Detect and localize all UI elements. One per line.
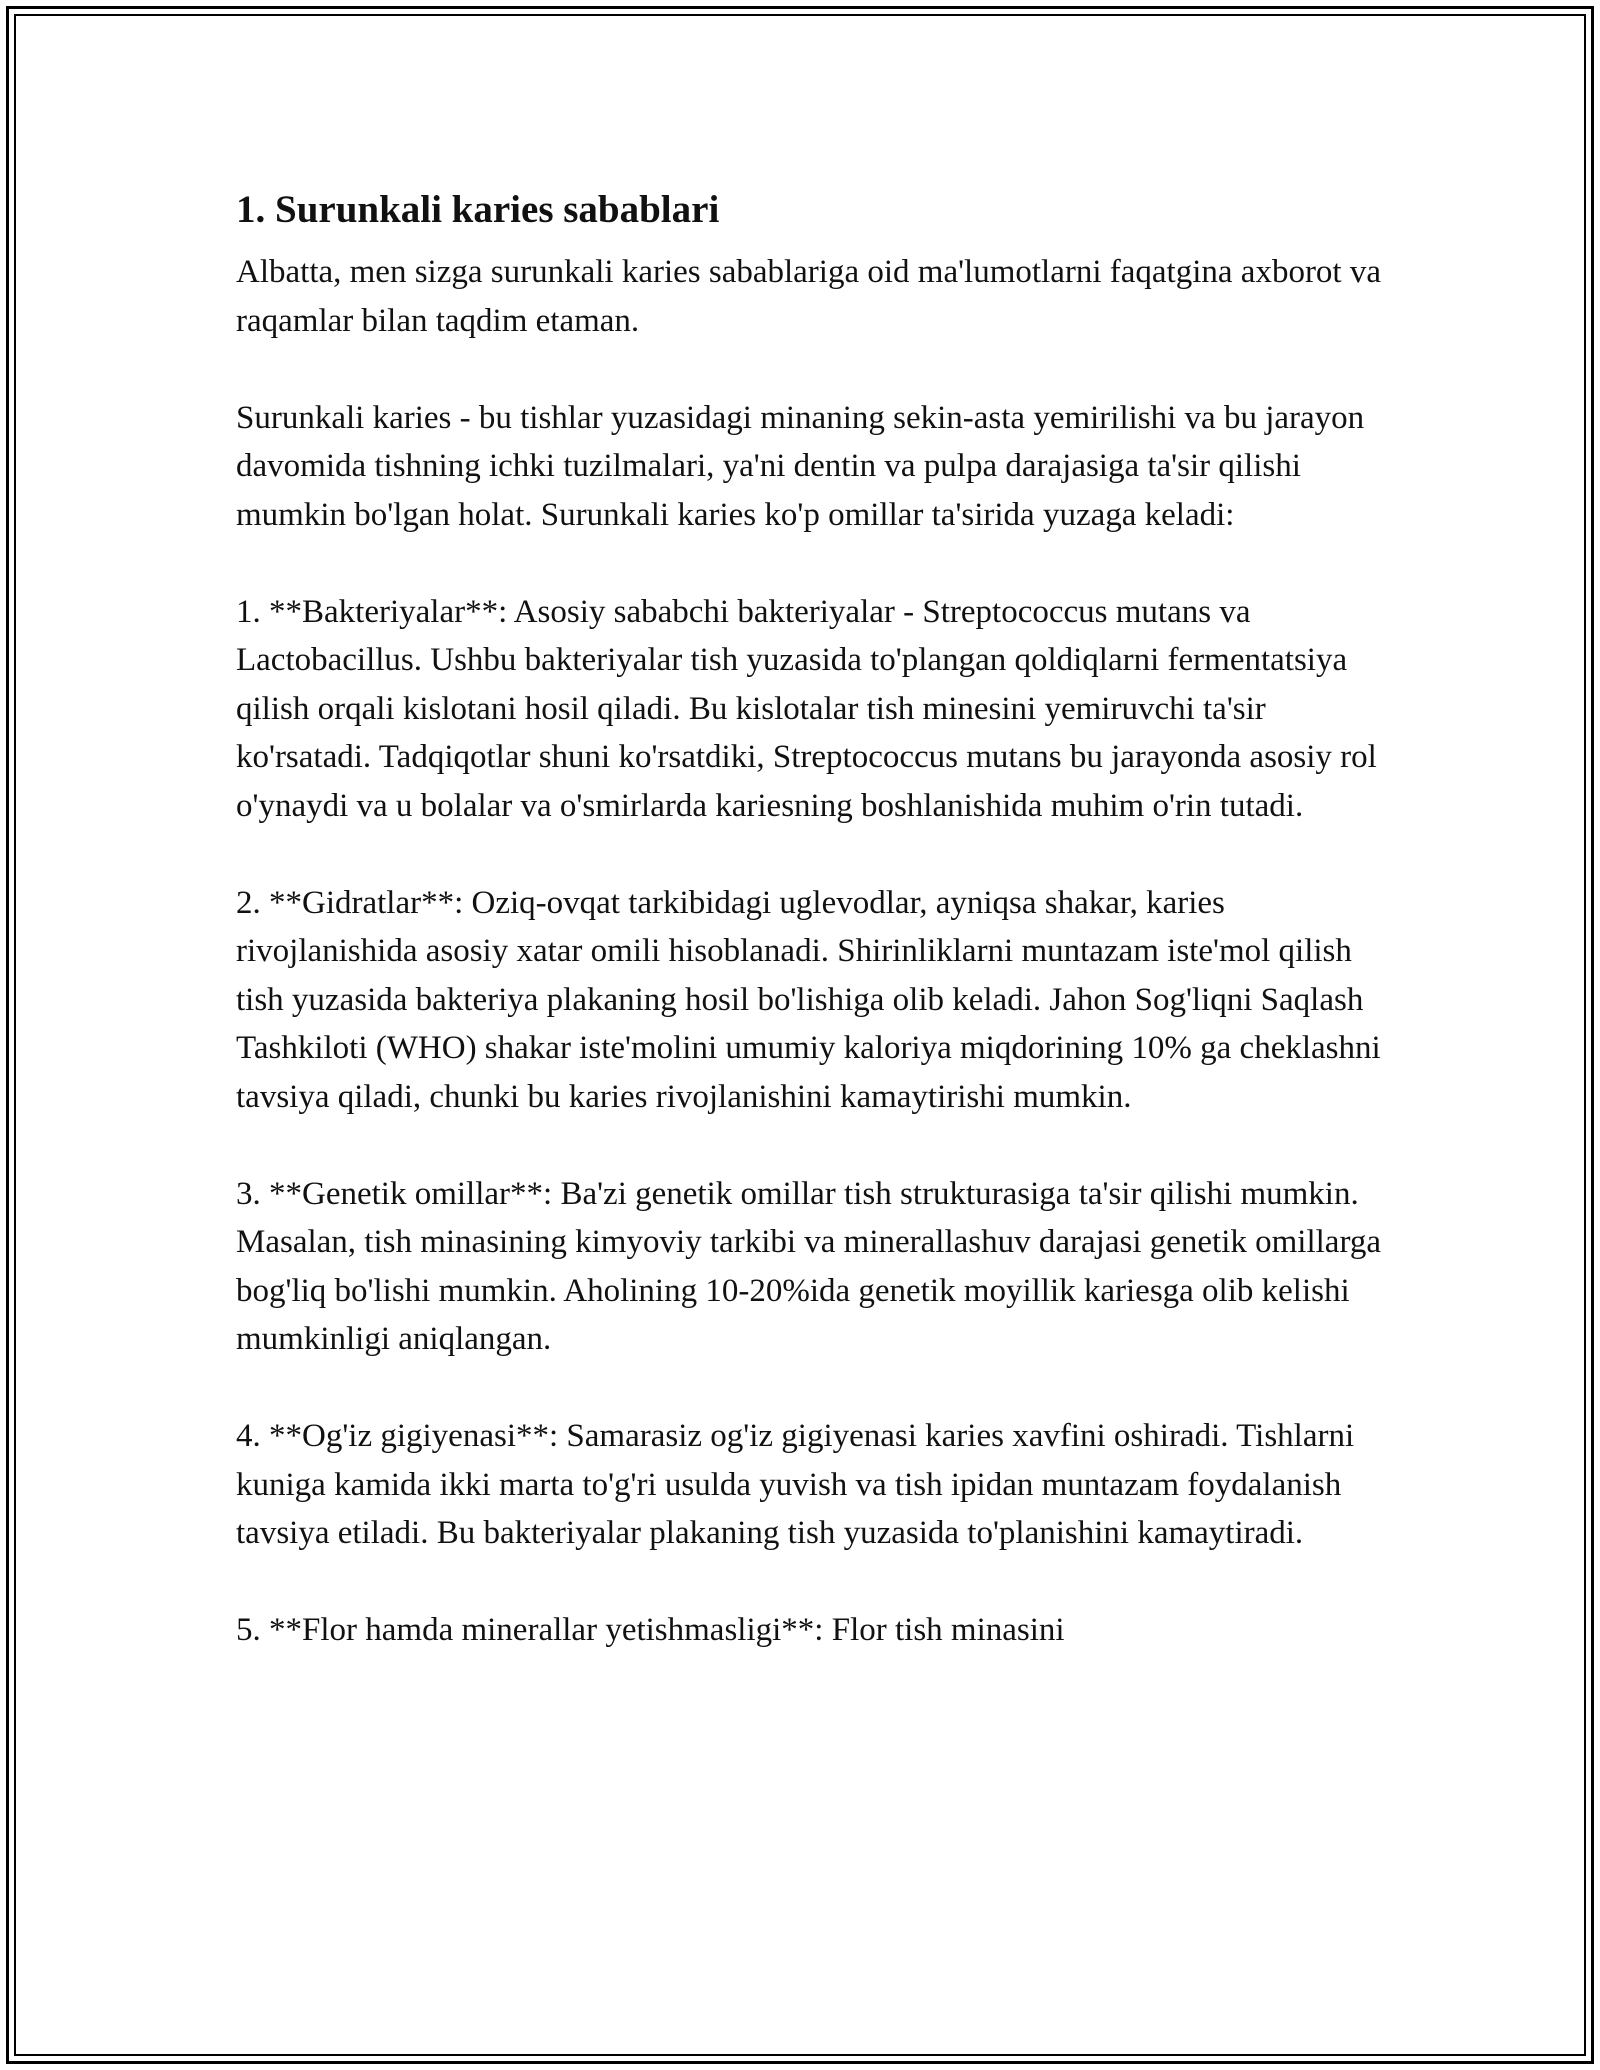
list-item-fluoride: 5. **Flor hamda minerallar yetishmasligi**: Flor tish minasini bbox=[236, 1612, 1065, 1648]
definition-paragraph: Surunkali karies - bu tishlar yuzasidagi minaning sekin-asta yemirilishi va bu jarayon davomida tishning ichki tuzilmalari, ya'ni dentin va pulpa darajasiga ta'sir qilishi mumkin bo'lgan holat. Surunkali karies ko'p omillar ta'sirida yuzaga keladi: bbox=[236, 399, 1365, 533]
document-body bbox=[236, 186, 1386, 1655]
list-item-oral-hygiene: 4. **Og'iz gigiyenasi**: Samarasiz og'iz gigiyenasi karies xavfini oshiradi. Tishlarni kuniga kamida ikki marta to'g'ri usulda yuvish va tish ipidan muntazam foydalanish tavsiya etiladi. Bu bakteriyalar plakaning tish yuzasida to'planishini kamaytiradi. bbox=[236, 1418, 1355, 1551]
list-item-bacteria: 1. **Bakteriyalar**: Asosiy sababchi bakteriyalar - Streptococcus mutans va Lactobacillus. Ushbu bakteriyalar tish yuzasida to'plangan qoldiqlarni fermentatsiya qilish orqali kislotani hosil qiladi. Bu kislotalar tish minesini yemiruvchi ta'sir ko'rsatadi. Tadqiqotlar shuni ko'rsatdiki, Streptococcus mutans bu jarayonda asosiy rol o'ynaydi va u bolalar va o'smirlarda kariesning boshlanishida muhim o'rin tutadi. bbox=[236, 593, 1377, 824]
list-item-genetics: 3. **Genetik omillar**: Ba'zi genetik omillar tish strukturasiga ta'sir qilishi mumkin. Masalan, tish minasining kimyoviy tarkibi va minerallashuv darajasi genetik omillarga bog'liq bo'lishi mumkin. Aholining 10-20%ida genetik moyillik kariesga olib kelishi mumkinligi aniqlangan. bbox=[236, 1175, 1381, 1357]
section-heading: 1. Surunkali karies sabablari bbox=[236, 188, 720, 231]
intro-paragraph: Albatta, men sizga surunkali karies sabablariga oid ma'lumotlarni faqatgina axborot va raqamlar bilan taqdim etaman. bbox=[236, 254, 1381, 339]
list-item-carbohydrates: 2. **Gidratlar**: Oziq-ovqat tarkibidagi uglevodlar, ayniqsa shakar, karies rivojlanishida asosiy xatar omili hisoblanadi. Shirinliklarni muntazam iste'mol qilish tish yuzasida bakteriya plakaning hosil bo'lishiga olib keladi. Jahon Sog'liqni Saqlash Tashkiloti (WHO) shakar iste'molini umumiy kaloriya miqdorining 10% ga cheklashni tavsiya qiladi, chunki bu karies rivojlanishini kamaytirishi mumkin. bbox=[236, 884, 1381, 1115]
